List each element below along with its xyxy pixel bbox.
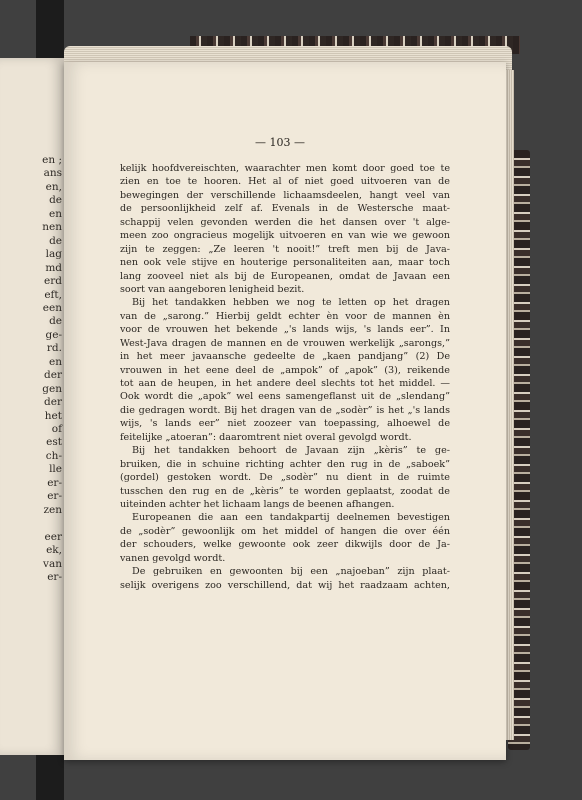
left-page-fragment: rd.: [46, 342, 62, 355]
text-line: feitelijke „atoeran”: daaromtrent niet overal gevolgd wordt.: [120, 431, 412, 443]
text-line: de „sodèr” gewoonlijk om het middel of hangen die over één: [120, 525, 450, 537]
left-page-fragment: er-: [47, 490, 62, 503]
text-line: West-Java dragen de mannen en de vrouwen werkelijk „sarongs,”: [120, 337, 450, 349]
text-line: Ook wordt die „apok” wel eens samengeflanst uit de „slendang”: [120, 391, 450, 403]
text-line: voor de vrouwen het bekende „'s lands wijs, 's lands eer”. In: [120, 324, 450, 336]
left-page-fragment: gen: [42, 382, 62, 395]
text-line: vrouwen in het eene deel de „ampok” of „apok” (3), reikende: [120, 364, 450, 376]
left-page-fragment: est: [46, 436, 62, 449]
text-line: meen zoo ongracieus mogelijk uitvoeren en van wie we gewoon: [120, 230, 450, 242]
left-page-fragment: en,: [45, 180, 62, 193]
left-page-fragment: de: [49, 315, 62, 328]
text-line: bewegingen der verschillende lichaamsdeelen, hangt veel van: [120, 189, 450, 201]
text-line: kelijk hoofdvereischten, waarachter men komt door goed toe te: [120, 163, 450, 174]
text-line: bruiken, die in schuine richting achter den rug in de „saboek”: [120, 458, 450, 470]
text-line: lang zooveel niet als bij de Europeanen, omdat de Javaan een: [120, 270, 450, 282]
text-line: schappij velen gevonden werden die het dansen over 't alge-: [120, 216, 450, 228]
text-line: selijk overigens zoo verschillend, dat wij het raadzaam achten,: [120, 579, 450, 591]
text-line: tusschen den rug en de „kèris” te worden geplaatst, zoodat de: [120, 485, 450, 497]
left-page-fragment: of: [51, 423, 62, 435]
left-page-fragment: ch-: [45, 449, 62, 462]
text-line: zijn te zeggen: „Ze leeren 't nooit!” treft men bij de Java-: [120, 243, 450, 255]
left-page-fragment: er-: [47, 476, 62, 489]
text-line: Bij het tandakken behoort de Javaan zijn „kèris” te ge-: [132, 445, 450, 457]
left-page-fragment: lle: [49, 463, 62, 476]
left-page-fragment: de: [49, 194, 62, 207]
text-line: van de „sarong.” Hierbij geldt echter èn voor de mannen èn: [120, 310, 450, 322]
text-line: wijs, 's lands eer” niet zoozeer van toepassing, alhoewel de: [120, 418, 450, 430]
text-line: soort van aangeboren lenigheid bezit.: [120, 283, 305, 295]
left-page-fragment: lag: [45, 248, 62, 261]
left-page-fragment: der: [44, 396, 62, 409]
left-page: [0, 58, 64, 755]
left-page-fragment: der: [44, 369, 62, 382]
text-line: vanen gevolgd wordt.: [120, 552, 226, 564]
left-page-fragment: er-: [47, 570, 62, 583]
left-page-fragment: en: [49, 207, 62, 220]
left-page-fragment: nen: [42, 221, 62, 234]
text-line: der schouders, welke gewoonte ook zeer dikwijls door de Ja-: [120, 539, 450, 551]
left-page-fragment: eft,: [44, 288, 62, 301]
text-line: nen ook vele stijve en houterige personaliteiten aan, maar toch: [120, 257, 450, 269]
text-line: De gebruiken en gewoonten bij een „najoeban” zijn plaat-: [132, 566, 450, 578]
text-line: Bij het tandakken hebben we nog te letten op het dragen: [132, 297, 450, 309]
left-page-fragment: de: [49, 234, 62, 247]
left-page-fragment: ge-: [45, 328, 62, 341]
left-page-fragment: en ;: [42, 154, 62, 166]
right-page: [64, 62, 506, 760]
left-page-fragment: eer: [44, 530, 62, 543]
text-line: uiteinden achter het lichaam langs de beenen afhangen.: [120, 498, 395, 510]
left-page-fragment: md: [45, 261, 62, 274]
left-page-fragment: ek,: [46, 544, 62, 557]
left-page-fragment: van: [43, 557, 62, 570]
left-page-fragment: ans: [43, 167, 62, 180]
text-line: tot aan de heupen, in het andere deel slechts tot het middel. —: [120, 378, 450, 389]
left-page-fragment: een: [42, 301, 62, 314]
left-page-fragment: het: [44, 409, 62, 422]
text-line: in het meer javaansche gedeelte de „kaen pandjang” (2) De: [120, 351, 450, 363]
left-page-fragment: zen: [43, 503, 62, 516]
text-line: de persoonlijkheid zelf af. Evenals in de Westersche maat-: [120, 203, 450, 215]
left-page-fragment: en: [49, 355, 62, 368]
body-text: [120, 162, 450, 592]
text-line: die gedragen wordt. Bij het dragen van de „sodèr” is het „'s lands: [120, 404, 450, 416]
text-line: zien en toe te hooren. Het al of niet goed uitvoeren van de: [120, 176, 450, 188]
text-line: Europeanen die aan een tandakpartij deelnemen bevestigen: [132, 512, 450, 524]
left-page-fragment: erd: [44, 275, 62, 288]
page-number: — 103 —: [255, 136, 305, 149]
text-line: (gordel) gestoken wordt. De „sodèr” nu dient in de ruimte: [120, 472, 450, 484]
